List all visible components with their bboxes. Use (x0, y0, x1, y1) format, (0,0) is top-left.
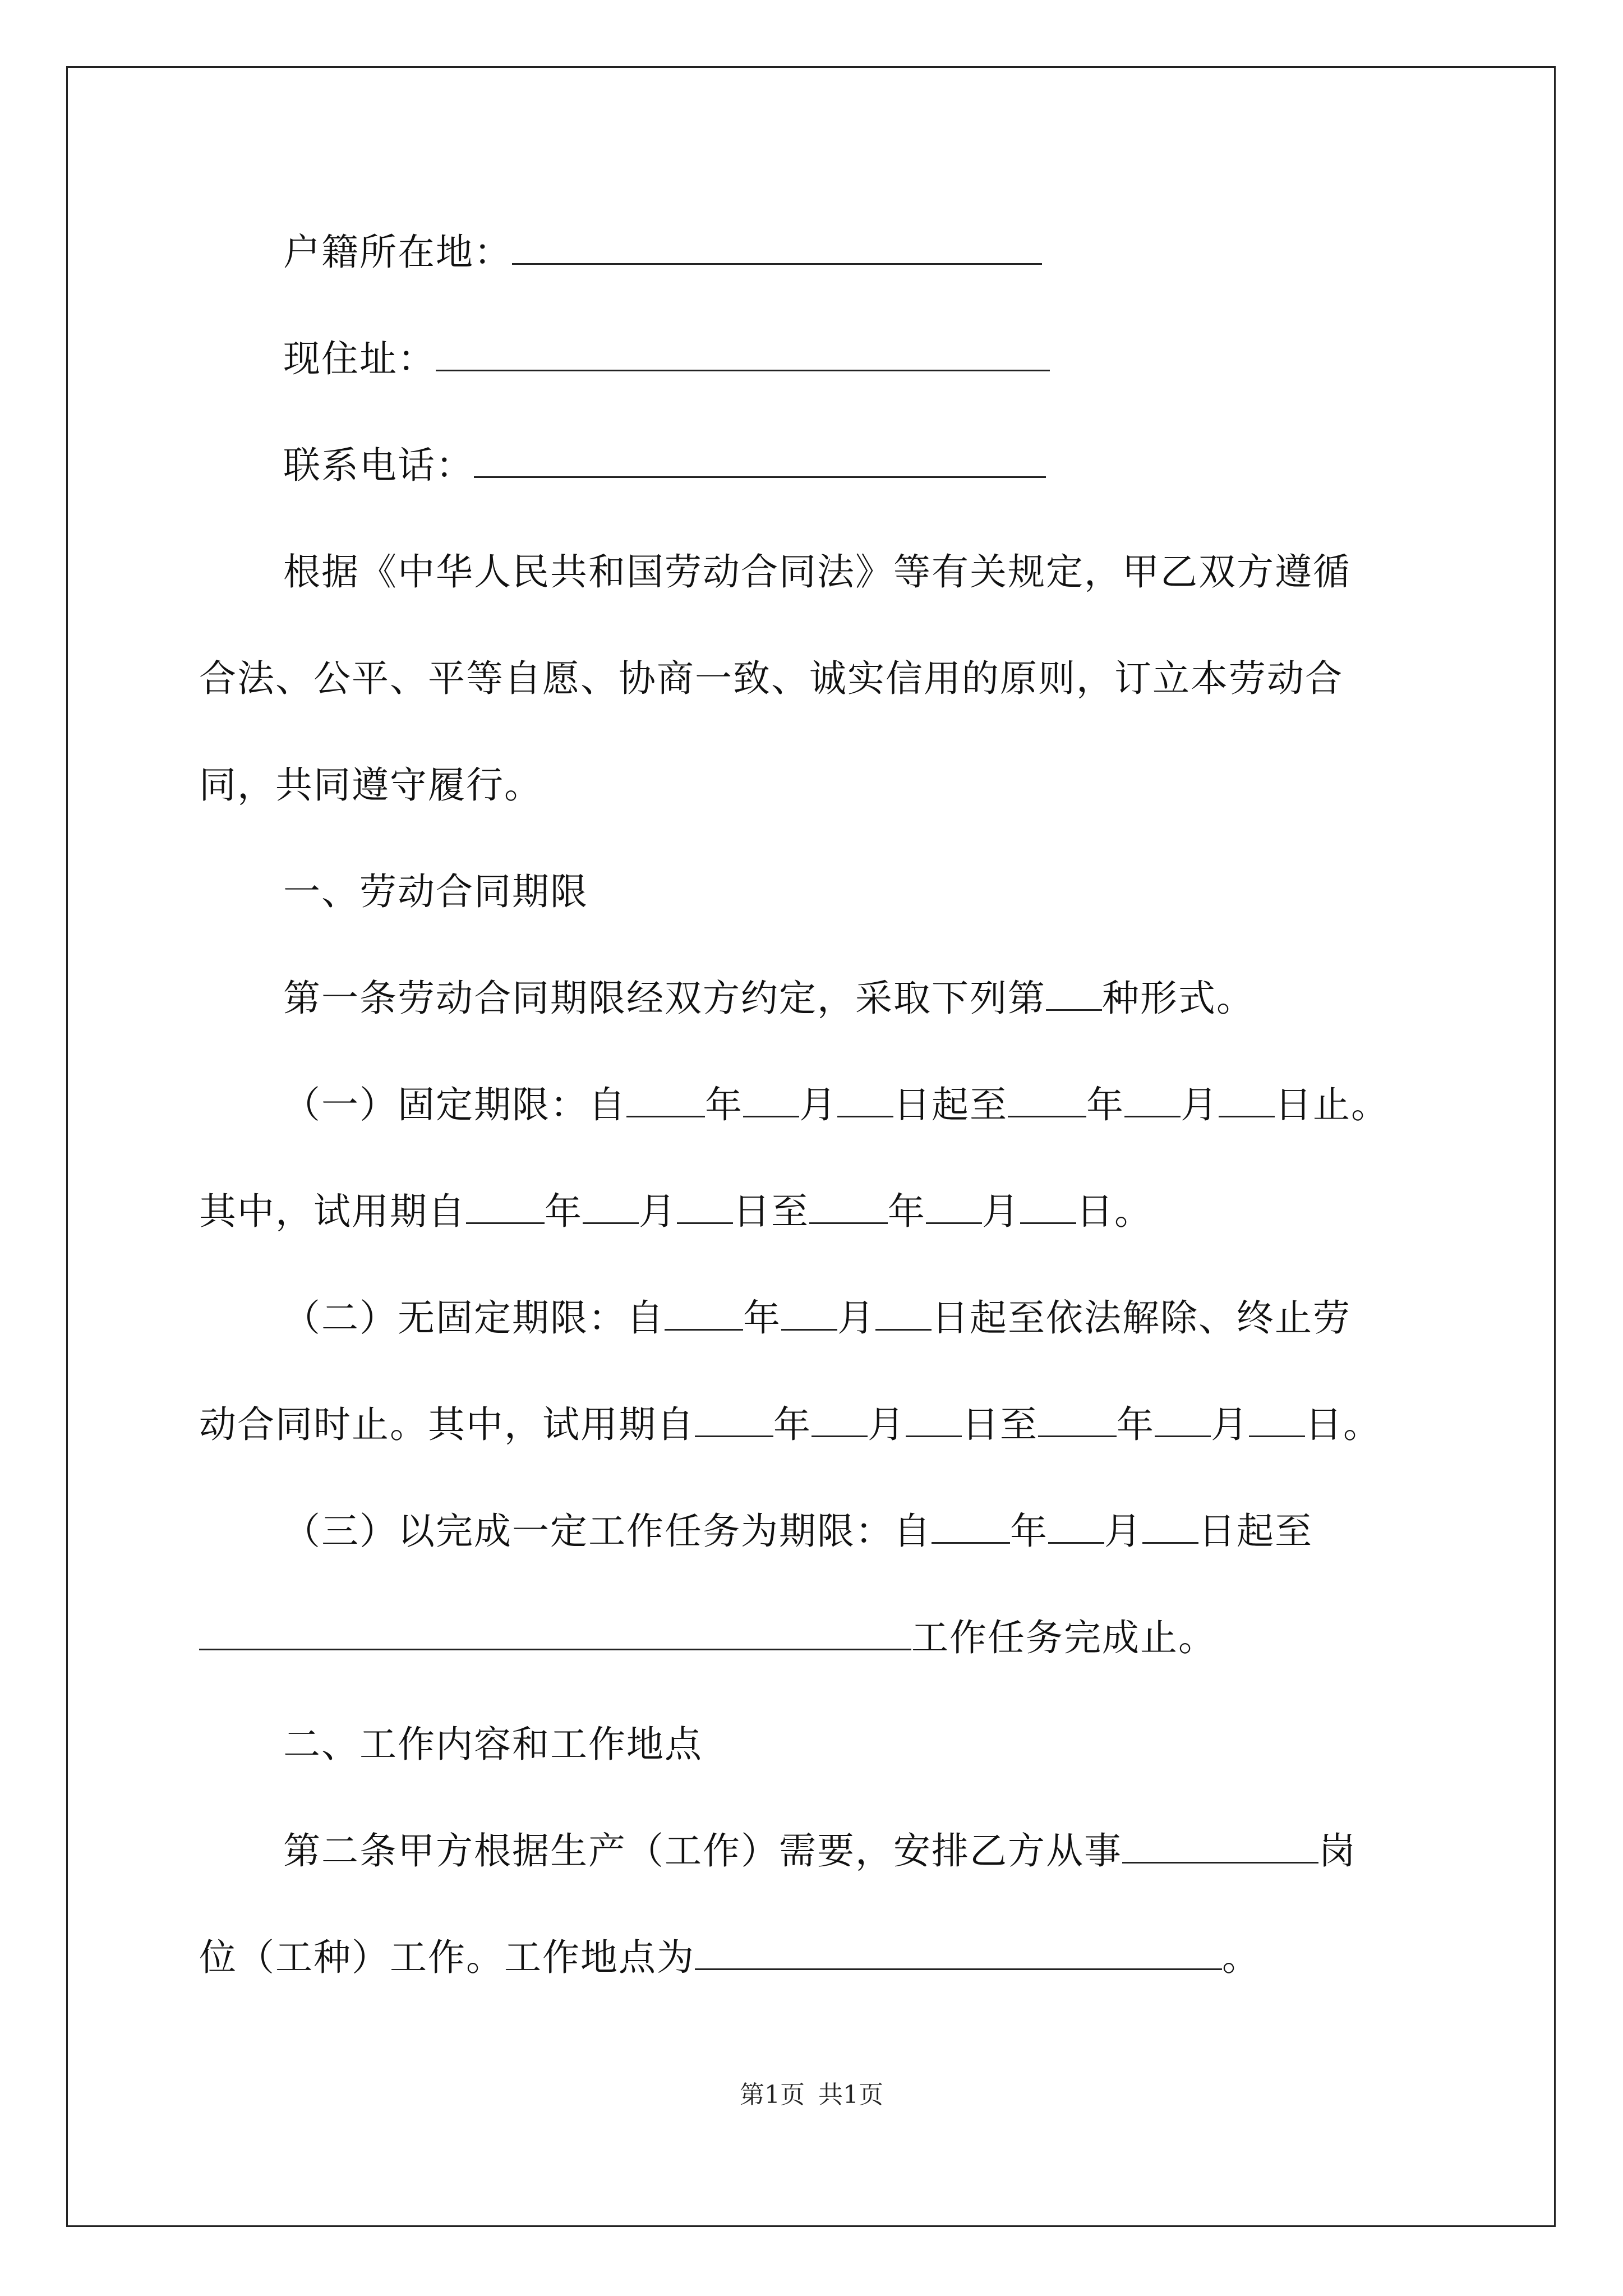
page-total: 共1页 (818, 2081, 883, 2109)
year-blank[interactable] (466, 1188, 545, 1224)
article-2-text: 第二条甲方根据生产（工作）需要，安排乙方从事 (283, 1829, 1122, 1872)
month-blank[interactable] (926, 1188, 982, 1224)
article-2-line-2 (199, 1932, 1260, 1983)
work-location-label: 位（工种）工作。工作地点为 (199, 1936, 695, 1979)
day-blank[interactable] (875, 1294, 932, 1331)
month-label: 月 (799, 1083, 837, 1126)
year-label: 年 (545, 1190, 583, 1233)
phone-label: 联系电话： (283, 444, 474, 487)
day-blank[interactable] (677, 1188, 733, 1224)
month-blank[interactable] (743, 1081, 799, 1117)
day-blank[interactable] (1249, 1401, 1305, 1437)
open-term-line-1 (283, 1293, 1351, 1343)
open-term-probation-label: 动合同时止。其中，试用期自 (199, 1403, 695, 1446)
day-label: 日。 (1305, 1403, 1381, 1446)
day-blank[interactable] (1219, 1081, 1275, 1117)
year-label: 年 (888, 1190, 926, 1233)
article-2-suffix: 岗 (1318, 1829, 1357, 1872)
year-blank[interactable] (695, 1401, 773, 1437)
phone-blank[interactable] (474, 441, 1046, 478)
day-label: 日。 (1076, 1190, 1152, 1233)
page-number: 第1页 (740, 2081, 805, 2109)
preamble-line-1: 根据《中华人民共和国劳动合同法》等有关规定，甲乙双方遵循 (283, 550, 1351, 593)
day-from-label: 日起至 (1198, 1510, 1313, 1553)
month-blank[interactable] (583, 1188, 639, 1224)
day-from-label: 日起至 (893, 1083, 1008, 1126)
preamble-line-3: 同，共同遵守履行。 (199, 763, 542, 807)
day-to-label: 日至 (962, 1403, 1038, 1446)
month-label: 月 (1211, 1403, 1249, 1446)
address-label: 现住址： (283, 337, 436, 380)
month-label: 月 (1104, 1510, 1142, 1553)
address-blank[interactable] (436, 335, 1050, 371)
year-label: 年 (1117, 1403, 1155, 1446)
month-blank[interactable] (781, 1294, 837, 1331)
preamble-line-2: 合法、公平、平等自愿、协商一致、诚实信用的原则，订立本劳动合 (199, 657, 1343, 700)
position-blank[interactable] (1122, 1827, 1318, 1864)
day-blank[interactable] (837, 1081, 893, 1117)
day-blank[interactable] (1142, 1507, 1198, 1544)
work-location-blank[interactable] (695, 1934, 1222, 1970)
form-choice-blank[interactable] (1046, 974, 1102, 1011)
task-term-line-2 (199, 1613, 1216, 1663)
article-2-line-1 (283, 1826, 1357, 1876)
month-label: 月 (1181, 1083, 1219, 1126)
year-label: 年 (1086, 1083, 1124, 1126)
month-blank[interactable] (1124, 1081, 1181, 1117)
year-blank[interactable] (626, 1081, 705, 1117)
year-label: 年 (773, 1403, 811, 1446)
task-term-label: （三）以完成一定工作任务为期限：自 (283, 1510, 932, 1553)
year-blank[interactable] (1038, 1401, 1117, 1437)
article-2-end: 。 (1222, 1936, 1260, 1979)
fixed-term-line-1 (283, 1080, 1389, 1130)
month-blank[interactable] (1155, 1401, 1211, 1437)
open-term-label: （二）无固定期限：自 (283, 1296, 665, 1340)
year-blank[interactable] (809, 1188, 888, 1224)
year-blank[interactable] (1008, 1081, 1086, 1117)
month-label: 月 (868, 1403, 906, 1446)
article-1 (283, 973, 1255, 1024)
section-1-heading: 一、劳动合同期限 (283, 870, 588, 913)
month-blank[interactable] (1048, 1507, 1104, 1544)
day-to-label: 日至 (733, 1190, 809, 1233)
article-1-suffix: 种形式。 (1102, 977, 1255, 1020)
hukou-field (283, 227, 1042, 278)
month-label: 月 (982, 1190, 1020, 1233)
year-blank[interactable] (665, 1294, 743, 1331)
year-label: 年 (1010, 1510, 1048, 1553)
day-blank[interactable] (1020, 1188, 1076, 1224)
open-term-suffix: 日起至依法解除、终止劳 (932, 1296, 1351, 1340)
page-frame (66, 66, 1556, 2227)
address-field (283, 334, 1050, 384)
month-blank[interactable] (811, 1401, 868, 1437)
open-term-line-2 (199, 1400, 1381, 1450)
article-1-text: 第一条劳动合同期限经双方约定，采取下列第 (283, 977, 1046, 1020)
hukou-label: 户籍所在地： (283, 231, 512, 274)
task-term-line-1 (283, 1506, 1313, 1557)
day-end-label: 日止。 (1275, 1083, 1389, 1126)
year-label: 年 (705, 1083, 743, 1126)
month-label: 月 (639, 1190, 677, 1233)
year-blank[interactable] (932, 1507, 1010, 1544)
hukou-blank[interactable] (512, 228, 1042, 265)
task-description-blank[interactable] (199, 1614, 911, 1650)
section-2-heading: 二、工作内容和工作地点 (283, 1723, 703, 1766)
task-term-suffix: 工作任务完成止。 (911, 1616, 1216, 1659)
phone-field (283, 440, 1046, 491)
day-blank[interactable] (906, 1401, 962, 1437)
month-label: 月 (837, 1296, 875, 1340)
fixed-term-label: （一）固定期限：自 (283, 1083, 626, 1126)
page-footer (0, 2078, 1623, 2112)
probation-label: 其中，试用期自 (199, 1190, 466, 1233)
year-label: 年 (743, 1296, 781, 1340)
fixed-term-line-2 (199, 1186, 1152, 1237)
